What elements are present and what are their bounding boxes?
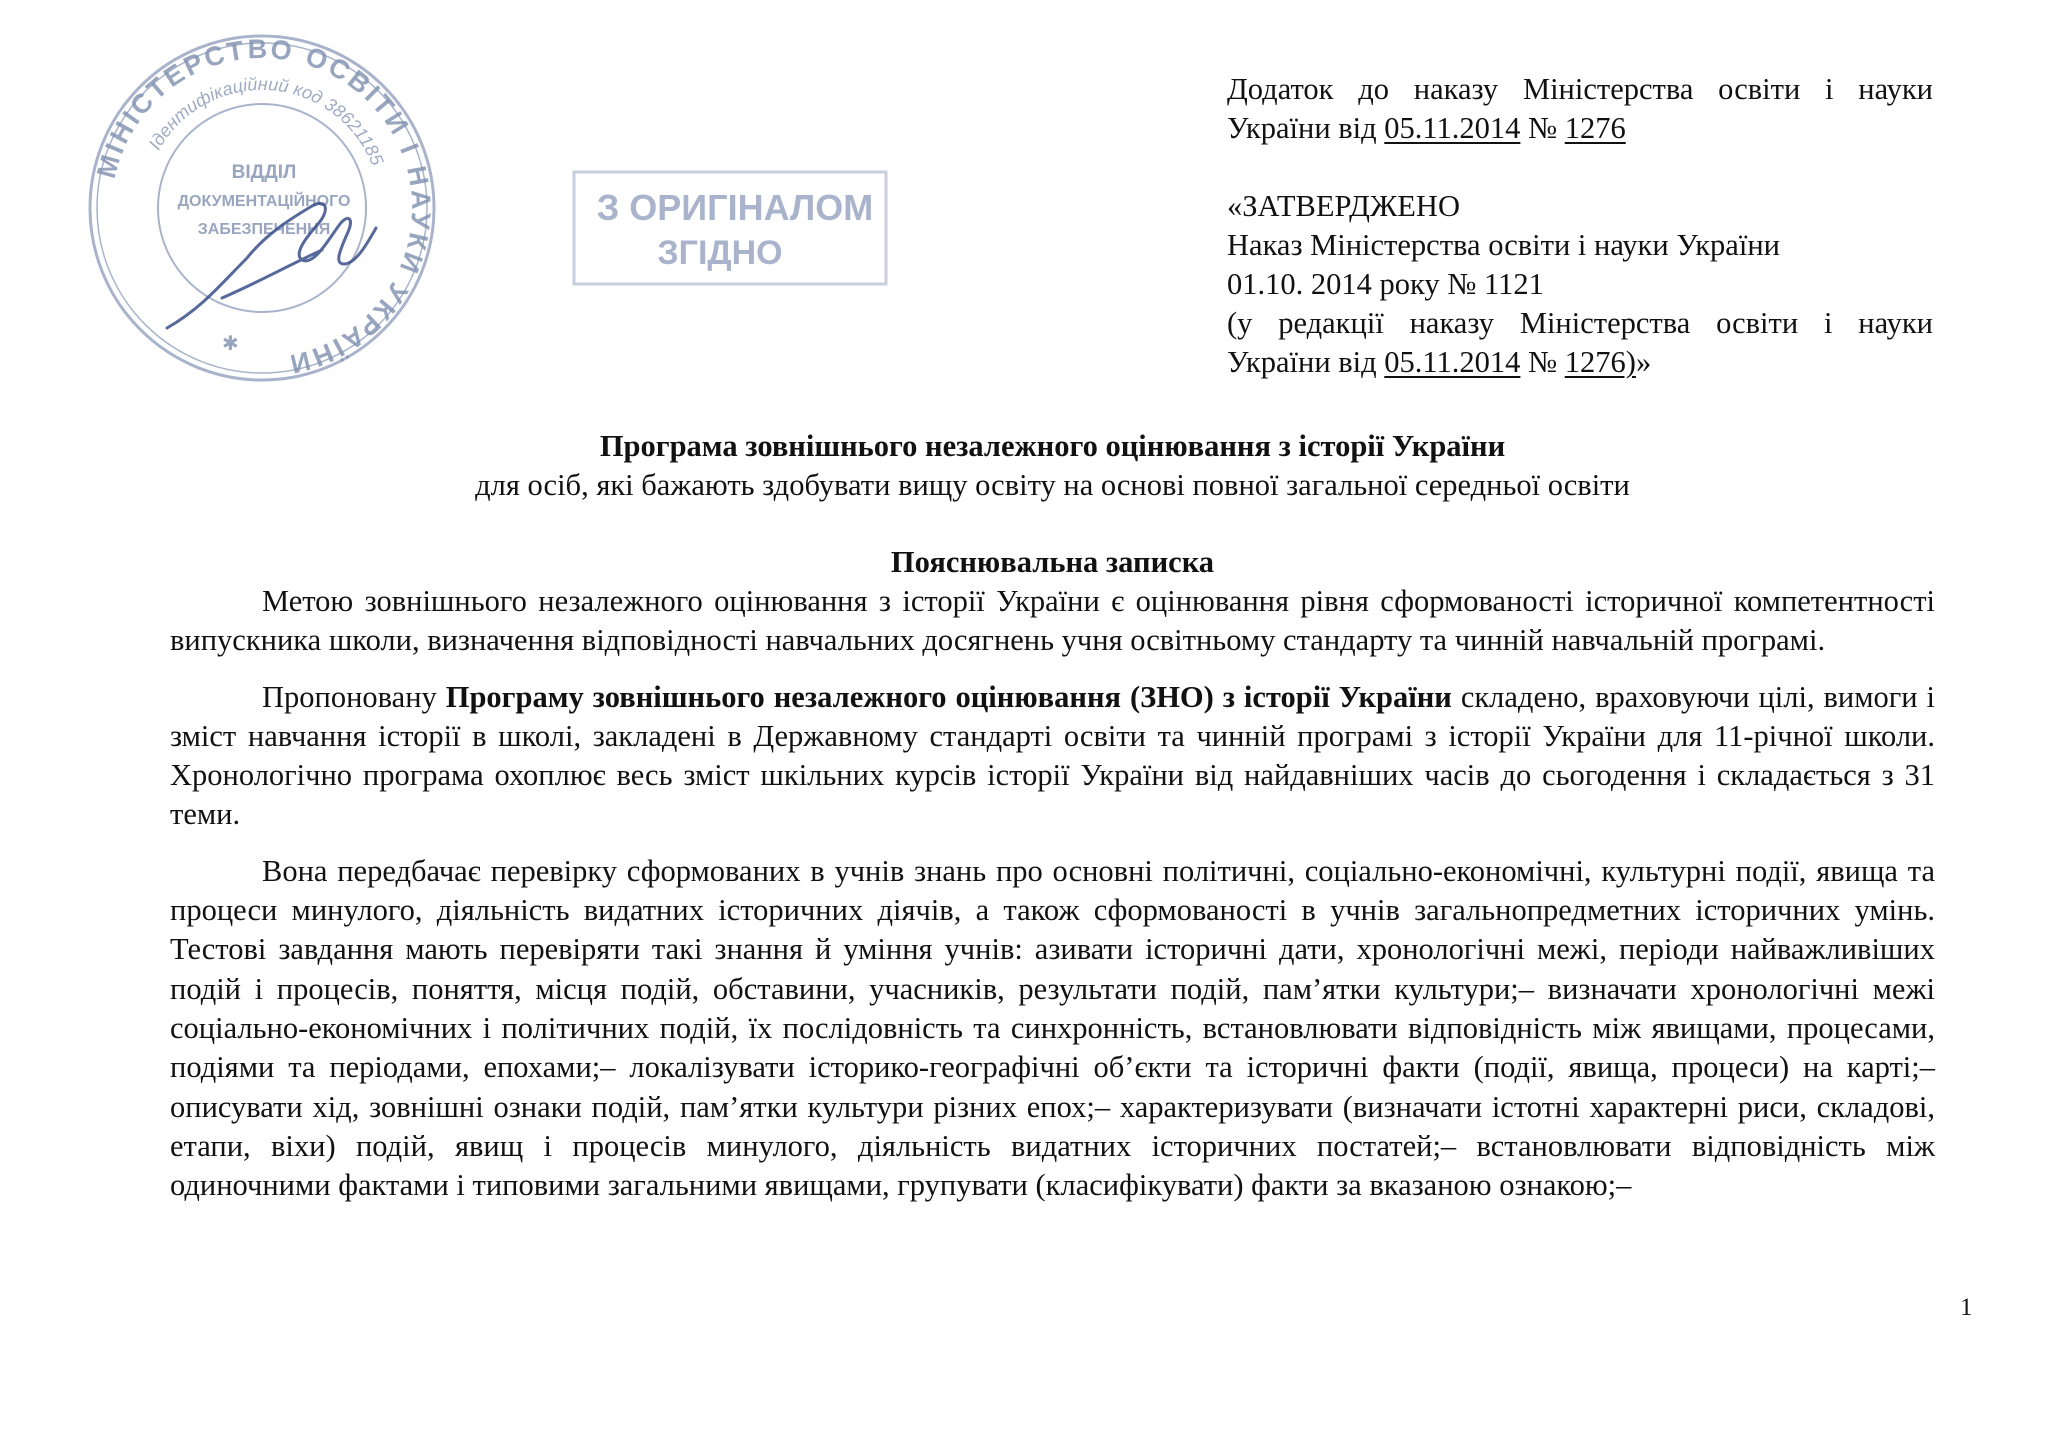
order-date-line: 01.10. 2014 року № 1121 <box>1227 267 1544 301</box>
program-name-bold: Програму зовнішнього незалежного оцінювання (ЗНО) з історії України <box>445 679 1452 714</box>
edition-date: 05.11.2014 <box>1384 345 1521 379</box>
approval-header <box>1227 70 1933 382</box>
appendix-line-1: Додаток до наказу Міністерства освіти і науки <box>1227 72 1933 106</box>
order-line: Наказ Міністерства освіти і науки України <box>1227 228 1780 262</box>
copy-stamp-line-2: ЗГІДНО <box>657 234 783 272</box>
seal-center-line-2: ДОКУМЕНТАЦІЙНОГО <box>177 193 351 210</box>
seal-center-line-3: ЗАБЕЗПЕЧЕННЯ <box>197 221 331 238</box>
paragraph-1: Метою зовнішнього незалежного оцінювання з історії України є оцінювання рівня сформованості історичної компетентності випускника школи, визначення відповідності навчальних досягнень учня освітньому стандарту та чинній навчальній програмі. <box>170 584 1935 658</box>
page-number: 1 <box>1960 1294 1973 1321</box>
header-spacer <box>1227 148 1933 187</box>
edition-line-1: (у редакції наказу Міністерства освіти і науки <box>1227 306 1933 340</box>
appendix-number: 1276 <box>1564 111 1626 145</box>
title-main: Програма зовнішнього незалежного оцінювання з історії України <box>599 429 1506 463</box>
edition-line-2: України від 05.11.2014 № 1276)» <box>1227 345 1652 379</box>
edition-number: 1276) <box>1564 345 1636 379</box>
explanatory-note <box>170 582 1935 1205</box>
seal-star-icon: ✱ <box>222 333 239 355</box>
copy-stamp <box>570 168 890 288</box>
document-title <box>170 427 1935 505</box>
paragraph-2: Пропоновану Програму зовнішнього незалежного оцінювання (ЗНО) з історії України складено, враховуючи цілі, вимоги і зміст навчання історії в школі, закладені в Державному стандарті освіти та чинній програмі з історії України для 11-річної школи. Хронологічно програма охоплює весь зміст шкільних курсів історії України від найдавніших часів до сьогодення і складається з 31 теми. <box>170 679 1936 832</box>
seal-id-text: Ідентифікаційний код 38621185 <box>144 73 388 169</box>
note-heading: Пояснювальна записка <box>890 545 1215 579</box>
seal-center-line-1: ВІДДІЛ <box>231 162 297 183</box>
copy-stamp-line-1: З ОРИГІНАЛОМ <box>596 187 874 228</box>
paragraph-3: Вона передбачає перевірку сформованих в учнів знань про основні політичні, соціально-економічні, культурні події, явища та процеси минулого, діяльність видатних історичних діячів, а також сформованості в учнів загальнопредметних історичних умінь. Тестові завдання мають перевіряти такі знання й уміння учнів: азивати історичні дати, хронологічні межі, періоди найважливіших подій і процесів, поняття, місця подій, обставини, учасників, результати подій, пам’ятки культури;– визначати хронологічні межі соціально-економічних і політичних подій, їх послідовність та синхронність, встановлювати відповідність між явищами, процесами, подіями та періодами, епохами;– локалізувати історико-географічні об’єкти та історичні факти (події, явища, процеси) на карті;– описувати хід, зовнішні ознаки подій, пам’ятки культури різних епох;– характеризувати (визначати істотні характерні риси, складові, етапи, віхи) подій, явищ і процесів минулого, діяльність видатних історичних постатей;– встановлювати відповідність між одиночними фактами і типовими загальними явищами, групувати (класифікувати) факти за вказаною ознакою;– <box>170 853 1935 1203</box>
appendix-line-2: України від 05.11.2014 № 1276 <box>1227 111 1626 145</box>
ministry-seal <box>72 28 452 388</box>
approved-label: «ЗАТВЕРДЖЕНО <box>1227 189 1460 223</box>
seal-ring-text: МІНІСТЕРСТВО ОСВІТИ І НАУКИ УКРАЇНИ <box>91 33 437 380</box>
title-subtitle: для осіб, які бажають здобувати вищу освіту на основі повної загальної середньої освіти <box>475 468 1630 502</box>
appendix-date: 05.11.2014 <box>1384 111 1521 145</box>
